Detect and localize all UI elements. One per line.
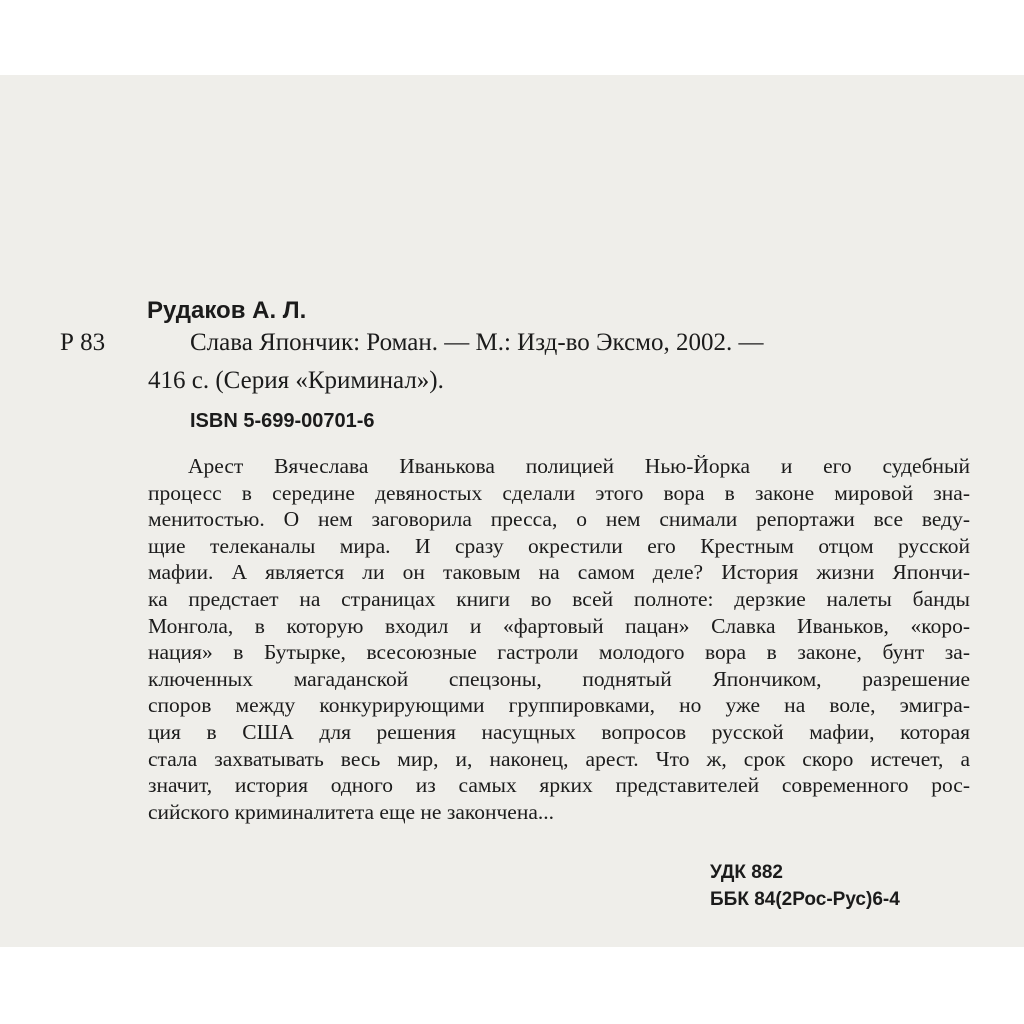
udk-code: УДК 882 [710, 862, 783, 883]
abstract-line: Монгола, в которую входил и «фартовый пацан» Славка Иваньков, «коро- [148, 613, 970, 638]
bibliographic-description-line-1: Слава Япончик: Роман. — М.: Изд-во Эксмо, 2002. — [190, 329, 764, 356]
bibliographic-description-line-2: 416 с. (Серия «Криминал»). [148, 367, 444, 394]
abstract-line: нация» в Бутырке, всесоюзные гастроли молодого вора в законе, бунт за- [148, 640, 970, 665]
library-catalog-card [0, 75, 1024, 947]
abstract-line: значит, история одного из самых ярких представителей современного рос- [148, 773, 970, 798]
book-abstract [148, 453, 970, 825]
abstract-line: щие телеканалы мира. И сразу окрестили его Крестным отцом русской [148, 533, 970, 558]
classification-code: Р 83 [60, 329, 106, 356]
abstract-line: процесс в середине девяностых сделали этого вора в законе мировой зна- [148, 480, 970, 505]
bbk-code: ББК 84(2Рос-Рус)6-4 [710, 889, 900, 910]
abstract-line: стала захватывать весь мир, и, наконец, арест. Что ж, срок скоро истечет, а [148, 746, 970, 771]
author-name: Рудаков А. Л. [147, 297, 307, 324]
abstract-line: ключенных магаданской спецзоны, поднятый Япончиком, разрешение [148, 666, 970, 691]
abstract-line: споров между конкурирующими группировками, но уже на воле, эмигра- [148, 693, 970, 718]
abstract-line: мафии. А является ли он таковым на самом деле? История жизни Япончи- [148, 560, 970, 585]
abstract-line: сийского криминалитета еще не закончена... [148, 799, 555, 824]
catalog-card-page [0, 75, 1024, 947]
abstract-line: ция в США для решения насущных вопросов русской мафии, которая [148, 719, 970, 744]
abstract-line: менитостью. О нем заговорила пресса, о нем снимали репортажи все веду- [148, 507, 970, 532]
abstract-line: Арест Вячеслава Иванькова полицией Нью-Йорка и его судебный [188, 454, 970, 478]
abstract-line: ка предстает на страницах книги во всей полноте: дерзкие налеты банды [148, 586, 970, 611]
isbn-number: ISBN 5-699-00701-6 [190, 410, 375, 432]
